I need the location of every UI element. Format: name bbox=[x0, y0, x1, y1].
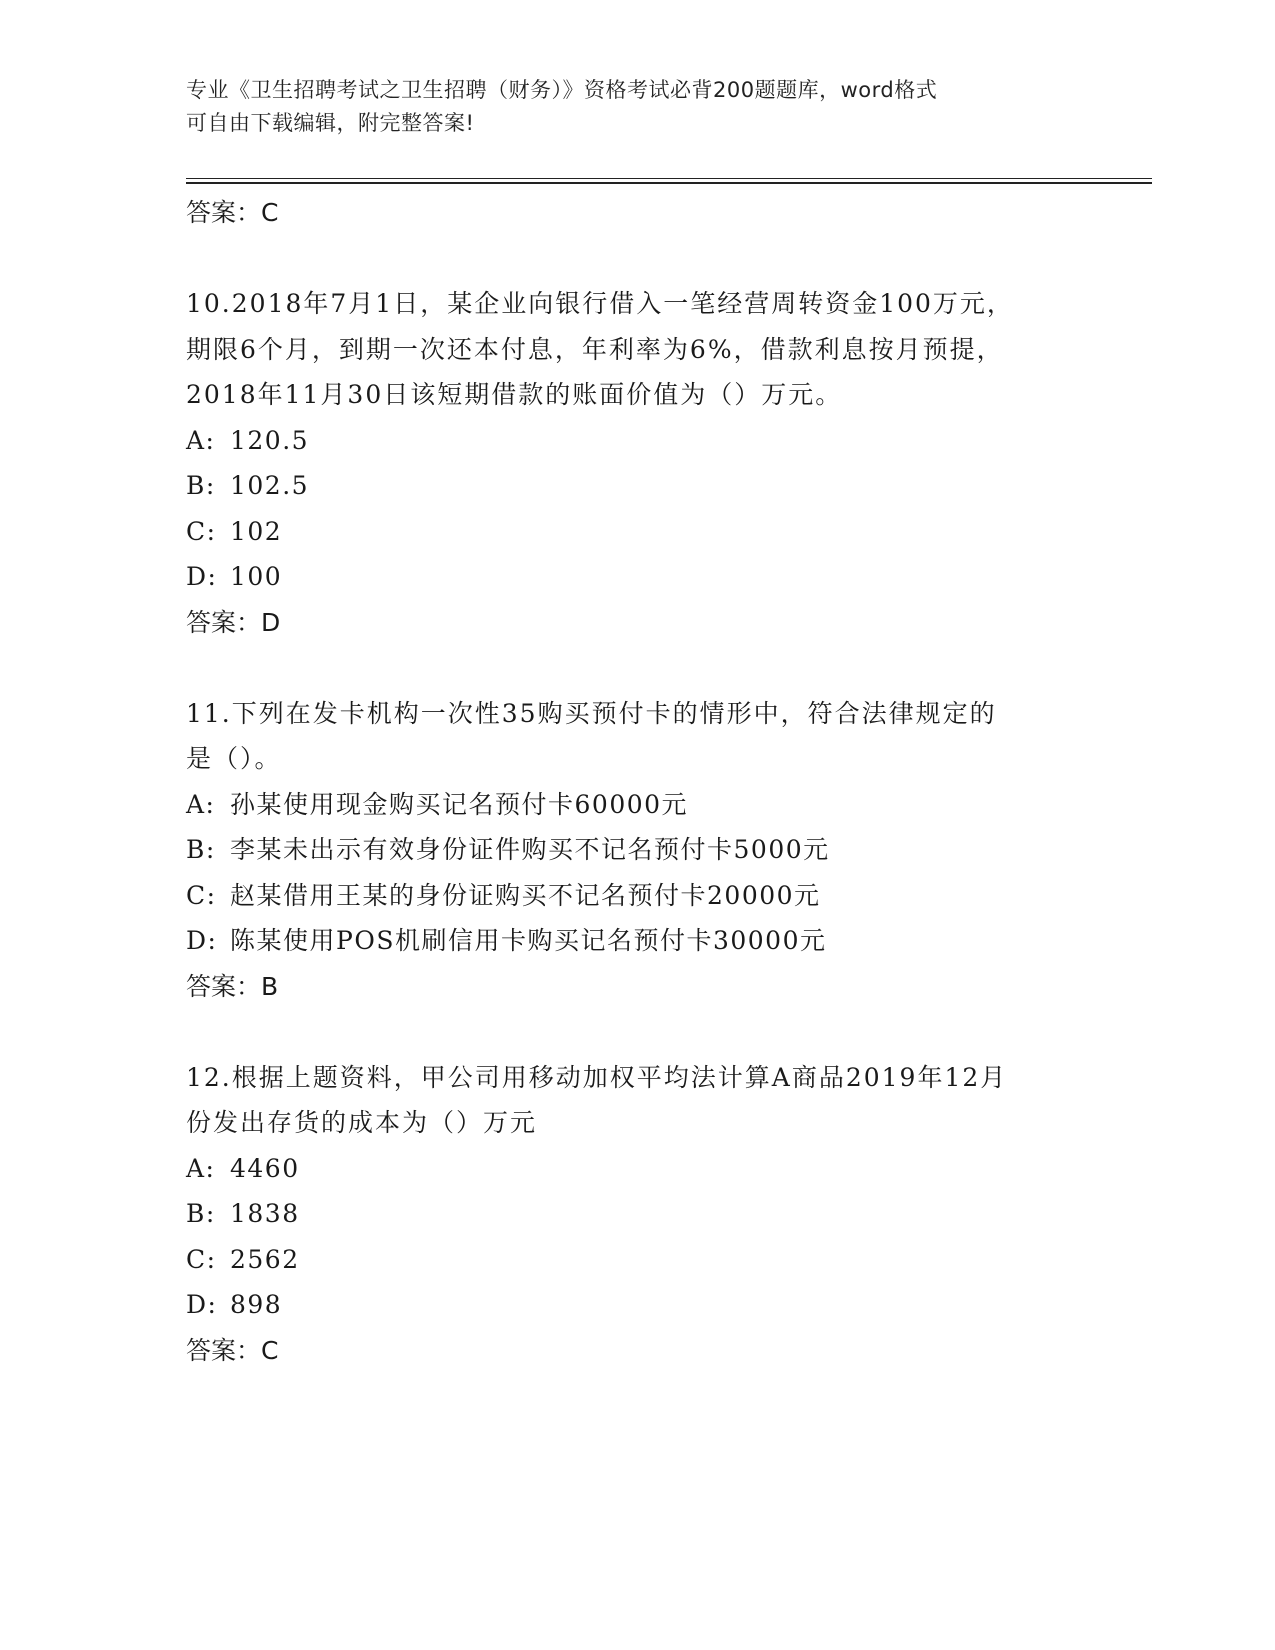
option-d bbox=[186, 918, 1086, 964]
option-text: 120.5 bbox=[230, 425, 310, 455]
option-text: 赵某借用王某的身份证购买不记名预付卡20000元 bbox=[230, 880, 821, 910]
question-stem-line: 期限6个月，到期一次还本付息，年利率为6%，借款利息按月预提， bbox=[186, 334, 1004, 364]
question-stem-line: 12.根据上题资料，甲公司用移动加权平均法计算A商品2019年12月 bbox=[186, 1062, 1008, 1092]
option-key: C: bbox=[186, 1244, 217, 1274]
answer-line: 答案：B bbox=[186, 971, 279, 1001]
option-text: 100 bbox=[230, 562, 283, 591]
question-stem-line: 10.2018年7月1日，某企业向银行借入一笔经营周转资金100万元， bbox=[186, 289, 1014, 318]
option-text: 4460 bbox=[230, 1153, 300, 1183]
option-c bbox=[186, 873, 1086, 919]
spacer bbox=[186, 235, 1086, 281]
option-key: D: bbox=[186, 1290, 218, 1319]
header-line-1: 专业《卫生招聘考试之卫生招聘（财务）》资格考试必背200题题库，word格式 bbox=[186, 78, 938, 102]
option-text: 102 bbox=[230, 516, 283, 546]
option-text: 李某未出示有效身份证件购买不记名预付卡5000元 bbox=[230, 835, 830, 864]
question-block-10 bbox=[186, 281, 1086, 645]
option-key: C: bbox=[186, 516, 217, 546]
question-stem-line: 份发出存货的成本为（）万元 bbox=[186, 1108, 538, 1137]
answer-line: 答案：C bbox=[186, 198, 279, 227]
spacer bbox=[186, 645, 1086, 691]
option-key: D: bbox=[186, 562, 218, 591]
question-stem-line: 2018年11月30日该短期借款的账面价值为（）万元。 bbox=[186, 380, 843, 409]
question-block-12 bbox=[186, 1055, 1086, 1373]
option-key: B: bbox=[186, 835, 216, 864]
answer-line: 答案：D bbox=[186, 607, 281, 637]
option-b bbox=[186, 827, 1086, 873]
option-d bbox=[186, 554, 1086, 600]
option-text: 102.5 bbox=[230, 471, 310, 500]
option-key: C: bbox=[186, 880, 217, 910]
option-c bbox=[186, 509, 1086, 555]
question-stem-line: 11.下列在发卡机构一次性35购买预付卡的情形中，符合法律规定的 bbox=[186, 698, 997, 728]
option-text: 陈某使用POS机刷信用卡购买记名预付卡30000元 bbox=[230, 926, 827, 955]
document-header bbox=[186, 74, 1066, 140]
answer-line: 答案：C bbox=[186, 1335, 279, 1365]
option-c bbox=[186, 1237, 1086, 1283]
header-divider-thin bbox=[186, 178, 1152, 179]
option-b bbox=[186, 1191, 1086, 1237]
option-d bbox=[186, 1282, 1086, 1328]
option-key: B: bbox=[186, 471, 216, 500]
header-line-2: 可自由下载编辑，附完整答案! bbox=[186, 111, 475, 135]
option-text: 2562 bbox=[230, 1244, 300, 1274]
option-text: 1838 bbox=[230, 1199, 300, 1228]
document-body bbox=[186, 190, 1086, 1373]
spacer bbox=[186, 1009, 1086, 1055]
option-a bbox=[186, 418, 1086, 464]
option-a bbox=[186, 782, 1086, 828]
option-b bbox=[186, 463, 1086, 509]
option-key: A: bbox=[186, 425, 216, 455]
option-key: A: bbox=[186, 789, 216, 819]
question-block-11 bbox=[186, 691, 1086, 1009]
option-text: 孙某使用现金购买记名预付卡60000元 bbox=[230, 789, 689, 819]
header-divider-thick bbox=[186, 182, 1152, 184]
option-key: B: bbox=[186, 1199, 216, 1228]
question-stem-line: 是（）。 bbox=[186, 744, 282, 773]
option-text: 898 bbox=[230, 1290, 283, 1319]
option-a bbox=[186, 1146, 1086, 1192]
option-key: A: bbox=[186, 1153, 216, 1183]
option-key: D: bbox=[186, 926, 218, 955]
